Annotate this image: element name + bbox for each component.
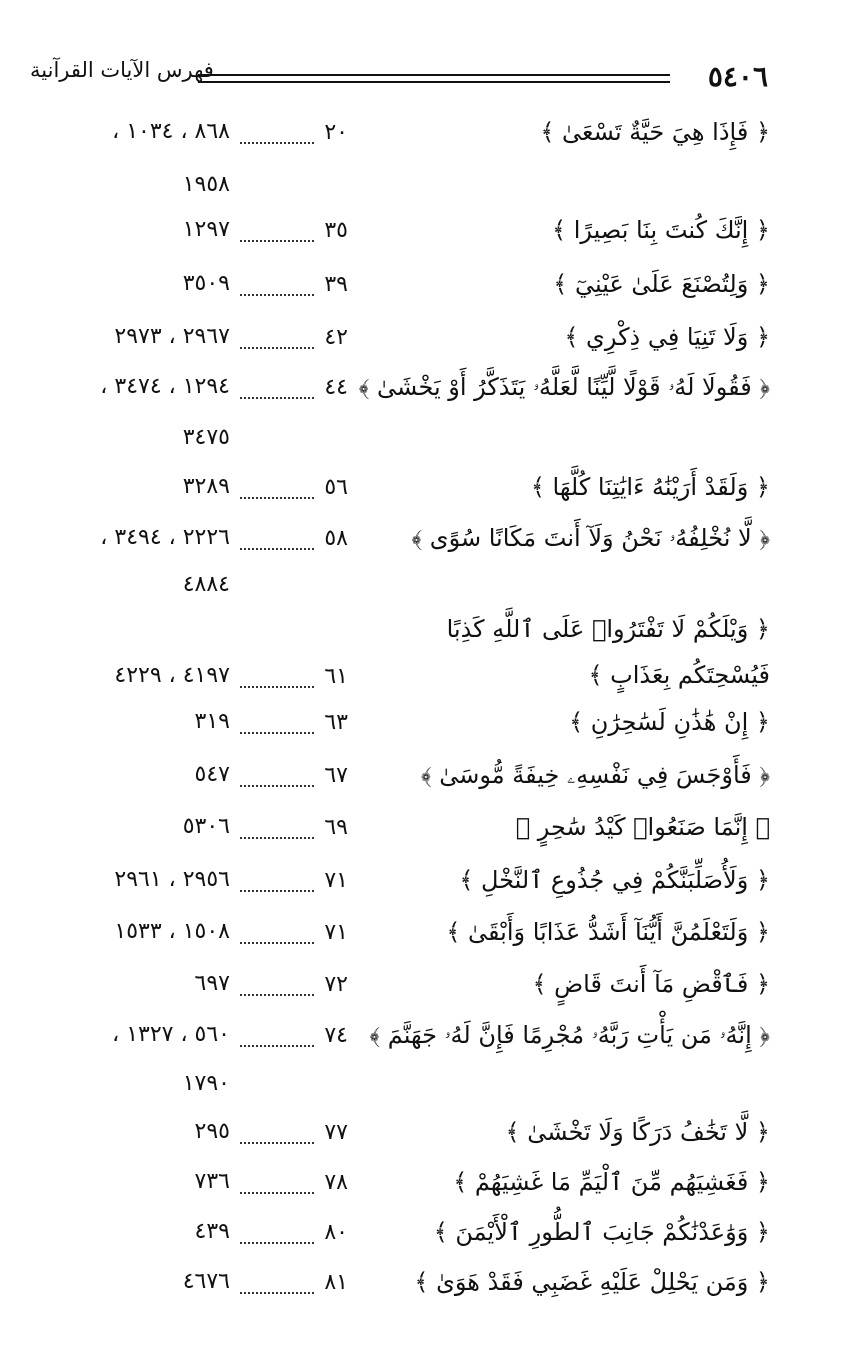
verse-text: ﴿ فَقُولَا لَهُۥ قَوْلًا لَّيِّنًا لَّعَلَّهُۥ يَتَذَكَّرُ أَوْ يَخْشَىٰ ﴾ xyxy=(358,373,770,401)
ayah-number: ٧٧ xyxy=(324,1120,348,1145)
ayah-column xyxy=(240,1023,348,1059)
verse-text: ﴿ فَإِذَا هِيَ حَيَّةٌ تَسْعَىٰ ﴾ xyxy=(540,118,770,146)
reference-numbers: ٧٣٦ xyxy=(194,1169,230,1194)
ayah-column xyxy=(240,1170,348,1206)
ayah-column xyxy=(240,272,348,308)
reference-numbers: ٤٦٧٦ xyxy=(182,1269,230,1294)
reference-numbers: ٦٩٧ xyxy=(194,971,230,996)
verse-text: ﴿ لَّا نُخْلِفُهُۥ نَحْنُ وَلَآ أَنتَ مَكَانًا سُوًى ﴾ xyxy=(411,524,770,552)
ayah-column xyxy=(240,815,348,851)
dot-leader xyxy=(240,837,314,839)
verse-text: ﴿ وَلَأُصَلِّبَنَّكُمْ فِي جُذُوعِ ٱلنَّخْلِ ﴾ xyxy=(459,866,770,894)
ayah-column xyxy=(240,920,348,956)
ayah-number: ٥٨ xyxy=(324,526,348,551)
reference-numbers: ١٥٠٨ ، ١٥٣٣ xyxy=(114,919,230,944)
ayah-column xyxy=(240,664,348,700)
ayah-number: ٨٠ xyxy=(324,1220,348,1245)
dot-leader xyxy=(240,548,314,550)
dot-leader xyxy=(240,1292,314,1294)
ayah-column xyxy=(240,710,348,746)
ayah-number: ٧٨ xyxy=(324,1170,348,1195)
reference-continuation: ٣٤٧٥ xyxy=(182,425,230,450)
ayah-number: ٦١ xyxy=(324,664,348,689)
dot-leader xyxy=(240,785,314,787)
reference-numbers: ٢٩٦٧ ، ٢٩٧٣ xyxy=(114,324,230,349)
ayah-column xyxy=(240,526,348,562)
verse-text: ﴿ فَٱقْضِ مَآ أَنتَ قَاضٍ ﴾ xyxy=(532,970,770,998)
verse-text: ﴿ إِنَّهُۥ مَن يَأْتِ رَبَّهُۥ مُجْرِمًا فَإِنَّ لَهُۥ جَهَنَّمَ ﴾ xyxy=(369,1021,770,1049)
reference-numbers: ٤١٩٧ ، ٤٢٢٩ xyxy=(114,663,230,688)
verse-text: ﴿ إِنَّكَ كُنتَ بِنَا بَصِيرًا ﴾ xyxy=(552,216,770,244)
ayah-number: ٧٢ xyxy=(324,972,348,997)
reference-continuation: ١٧٩٠ xyxy=(182,1071,230,1096)
dot-leader xyxy=(240,686,314,688)
dot-leader xyxy=(240,1045,314,1047)
running-title: فهرس الآيات القرآنية xyxy=(30,58,214,82)
dot-leader xyxy=(240,732,314,734)
dot-leader xyxy=(240,240,314,242)
reference-numbers: ٣٢٨٩ xyxy=(182,474,230,499)
dot-leader xyxy=(240,1192,314,1194)
ayah-number: ٣٩ xyxy=(324,272,348,297)
reference-numbers: ٢٩٥ xyxy=(194,1119,230,1144)
verse-text: ﴿ وَوَٰعَدْنَٰكُمْ جَانِبَ ٱلطُّورِ ٱلْأَيْمَنَ ﴾ xyxy=(433,1218,770,1246)
reference-numbers: ٥٣٠٦ xyxy=(182,814,230,839)
reference-numbers: ١٢٩٤ ، ٣٤٧٤ ، xyxy=(100,374,230,399)
reference-numbers: ٨٦٨ ، ١٠٣٤ ، xyxy=(112,119,230,144)
page-number: ٥٤٠٦ xyxy=(707,60,768,93)
reference-continuation: ٤٨٨٤ xyxy=(182,572,230,597)
reference-numbers: ٣١٩ xyxy=(194,709,230,734)
reference-numbers: ٣٥٠٩ xyxy=(182,271,230,296)
dot-leader xyxy=(240,347,314,349)
ayah-number: ٧١ xyxy=(324,920,348,945)
ayah-column xyxy=(240,763,348,799)
ayah-number: ٧١ xyxy=(324,868,348,893)
ayah-number: ٦٣ xyxy=(324,710,348,735)
verse-text: ﴿ وَلَقَدْ أَرَيْنَٰهُ ءَايَٰتِنَا كُلَّهَا ﴾ xyxy=(530,473,770,501)
ayah-column xyxy=(240,475,348,511)
verse-text: ﴿ إِنْ هَٰذَٰنِ لَسَٰحِرَٰنِ ﴾ xyxy=(569,708,770,736)
ayah-column xyxy=(240,325,348,361)
reference-numbers: ١٢٩٧ xyxy=(182,217,230,242)
ayah-column xyxy=(240,1120,348,1156)
verse-text: ﴿ فَغَشِيَهُم مِّنَ ٱلْيَمِّ مَا غَشِيَهُمْ ﴾ xyxy=(453,1168,770,1196)
ayah-number: ٤٢ xyxy=(324,325,348,350)
verse-text: ﴿ إِنَّمَا صَنَعُوا۟ كَيْدُ سَٰحِرٍ ﴾ xyxy=(515,813,770,841)
dot-leader xyxy=(240,294,314,296)
verse-text: ﴿ وَيْلَكُمْ لَا تَفْتَرُوا۟ عَلَى ٱللَّهِ كَذِبًا فَيُسْحِتَكُم بِعَذَابٍ ﴾ xyxy=(446,615,770,689)
ayah-number: ٦٧ xyxy=(324,763,348,788)
ayah-column xyxy=(240,1220,348,1256)
verse-text: ﴿ وَلَتَعْلَمُنَّ أَيُّنَآ أَشَدُّ عَذَابًا وَأَبْقَىٰ ﴾ xyxy=(446,918,770,946)
verse-text: ﴿ وَلِتُصْنَعَ عَلَىٰ عَيْنِيٓ ﴾ xyxy=(553,270,770,298)
ayah-number: ٢٠ xyxy=(324,120,348,145)
verse-text: ﴿ فَأَوْجَسَ فِي نَفْسِهِۦ خِيفَةً مُّوسَىٰ ﴾ xyxy=(421,761,770,789)
ayah-number: ٨١ xyxy=(324,1270,348,1295)
ayah-number: ٦٩ xyxy=(324,815,348,840)
reference-numbers: ٢٢٢٦ ، ٣٤٩٤ ، xyxy=(100,525,230,550)
ayah-column xyxy=(240,375,348,411)
dot-leader xyxy=(240,890,314,892)
ayah-column xyxy=(240,120,348,156)
ayah-column xyxy=(240,868,348,904)
reference-numbers: ٥٤٧ xyxy=(194,762,230,787)
dot-leader xyxy=(240,142,314,144)
reference-numbers: ٥٦٠ ، ١٣٢٧ ، xyxy=(112,1022,230,1047)
dot-leader xyxy=(240,942,314,944)
ayah-number: ٥٦ xyxy=(324,475,348,500)
verse-text: ﴿ وَمَن يَحْلِلْ عَلَيْهِ غَضَبِي فَقَدْ هَوَىٰ ﴾ xyxy=(414,1268,770,1296)
verse-text: ﴿ لَّا تَخَٰفُ دَرَكًا وَلَا تَخْشَىٰ ﴾ xyxy=(505,1118,770,1146)
dot-leader xyxy=(240,994,314,996)
ayah-number: ٤٤ xyxy=(324,375,348,400)
ayah-number: ٣٥ xyxy=(324,218,348,243)
dot-leader xyxy=(240,1142,314,1144)
ayah-column xyxy=(240,218,348,254)
ayah-column xyxy=(240,972,348,1008)
ayah-number: ٧٤ xyxy=(324,1023,348,1048)
dot-leader xyxy=(240,497,314,499)
reference-numbers: ٤٣٩ xyxy=(194,1219,230,1244)
reference-continuation: ١٩٥٨ xyxy=(182,172,230,197)
verse-text: ﴿ وَلَا تَنِيَا فِي ذِكْرِي ﴾ xyxy=(564,323,770,351)
dot-leader xyxy=(240,1242,314,1244)
reference-numbers: ٢٩٥٦ ، ٢٩٦١ xyxy=(114,867,230,892)
ayah-column xyxy=(240,1270,348,1306)
dot-leader xyxy=(240,397,314,399)
